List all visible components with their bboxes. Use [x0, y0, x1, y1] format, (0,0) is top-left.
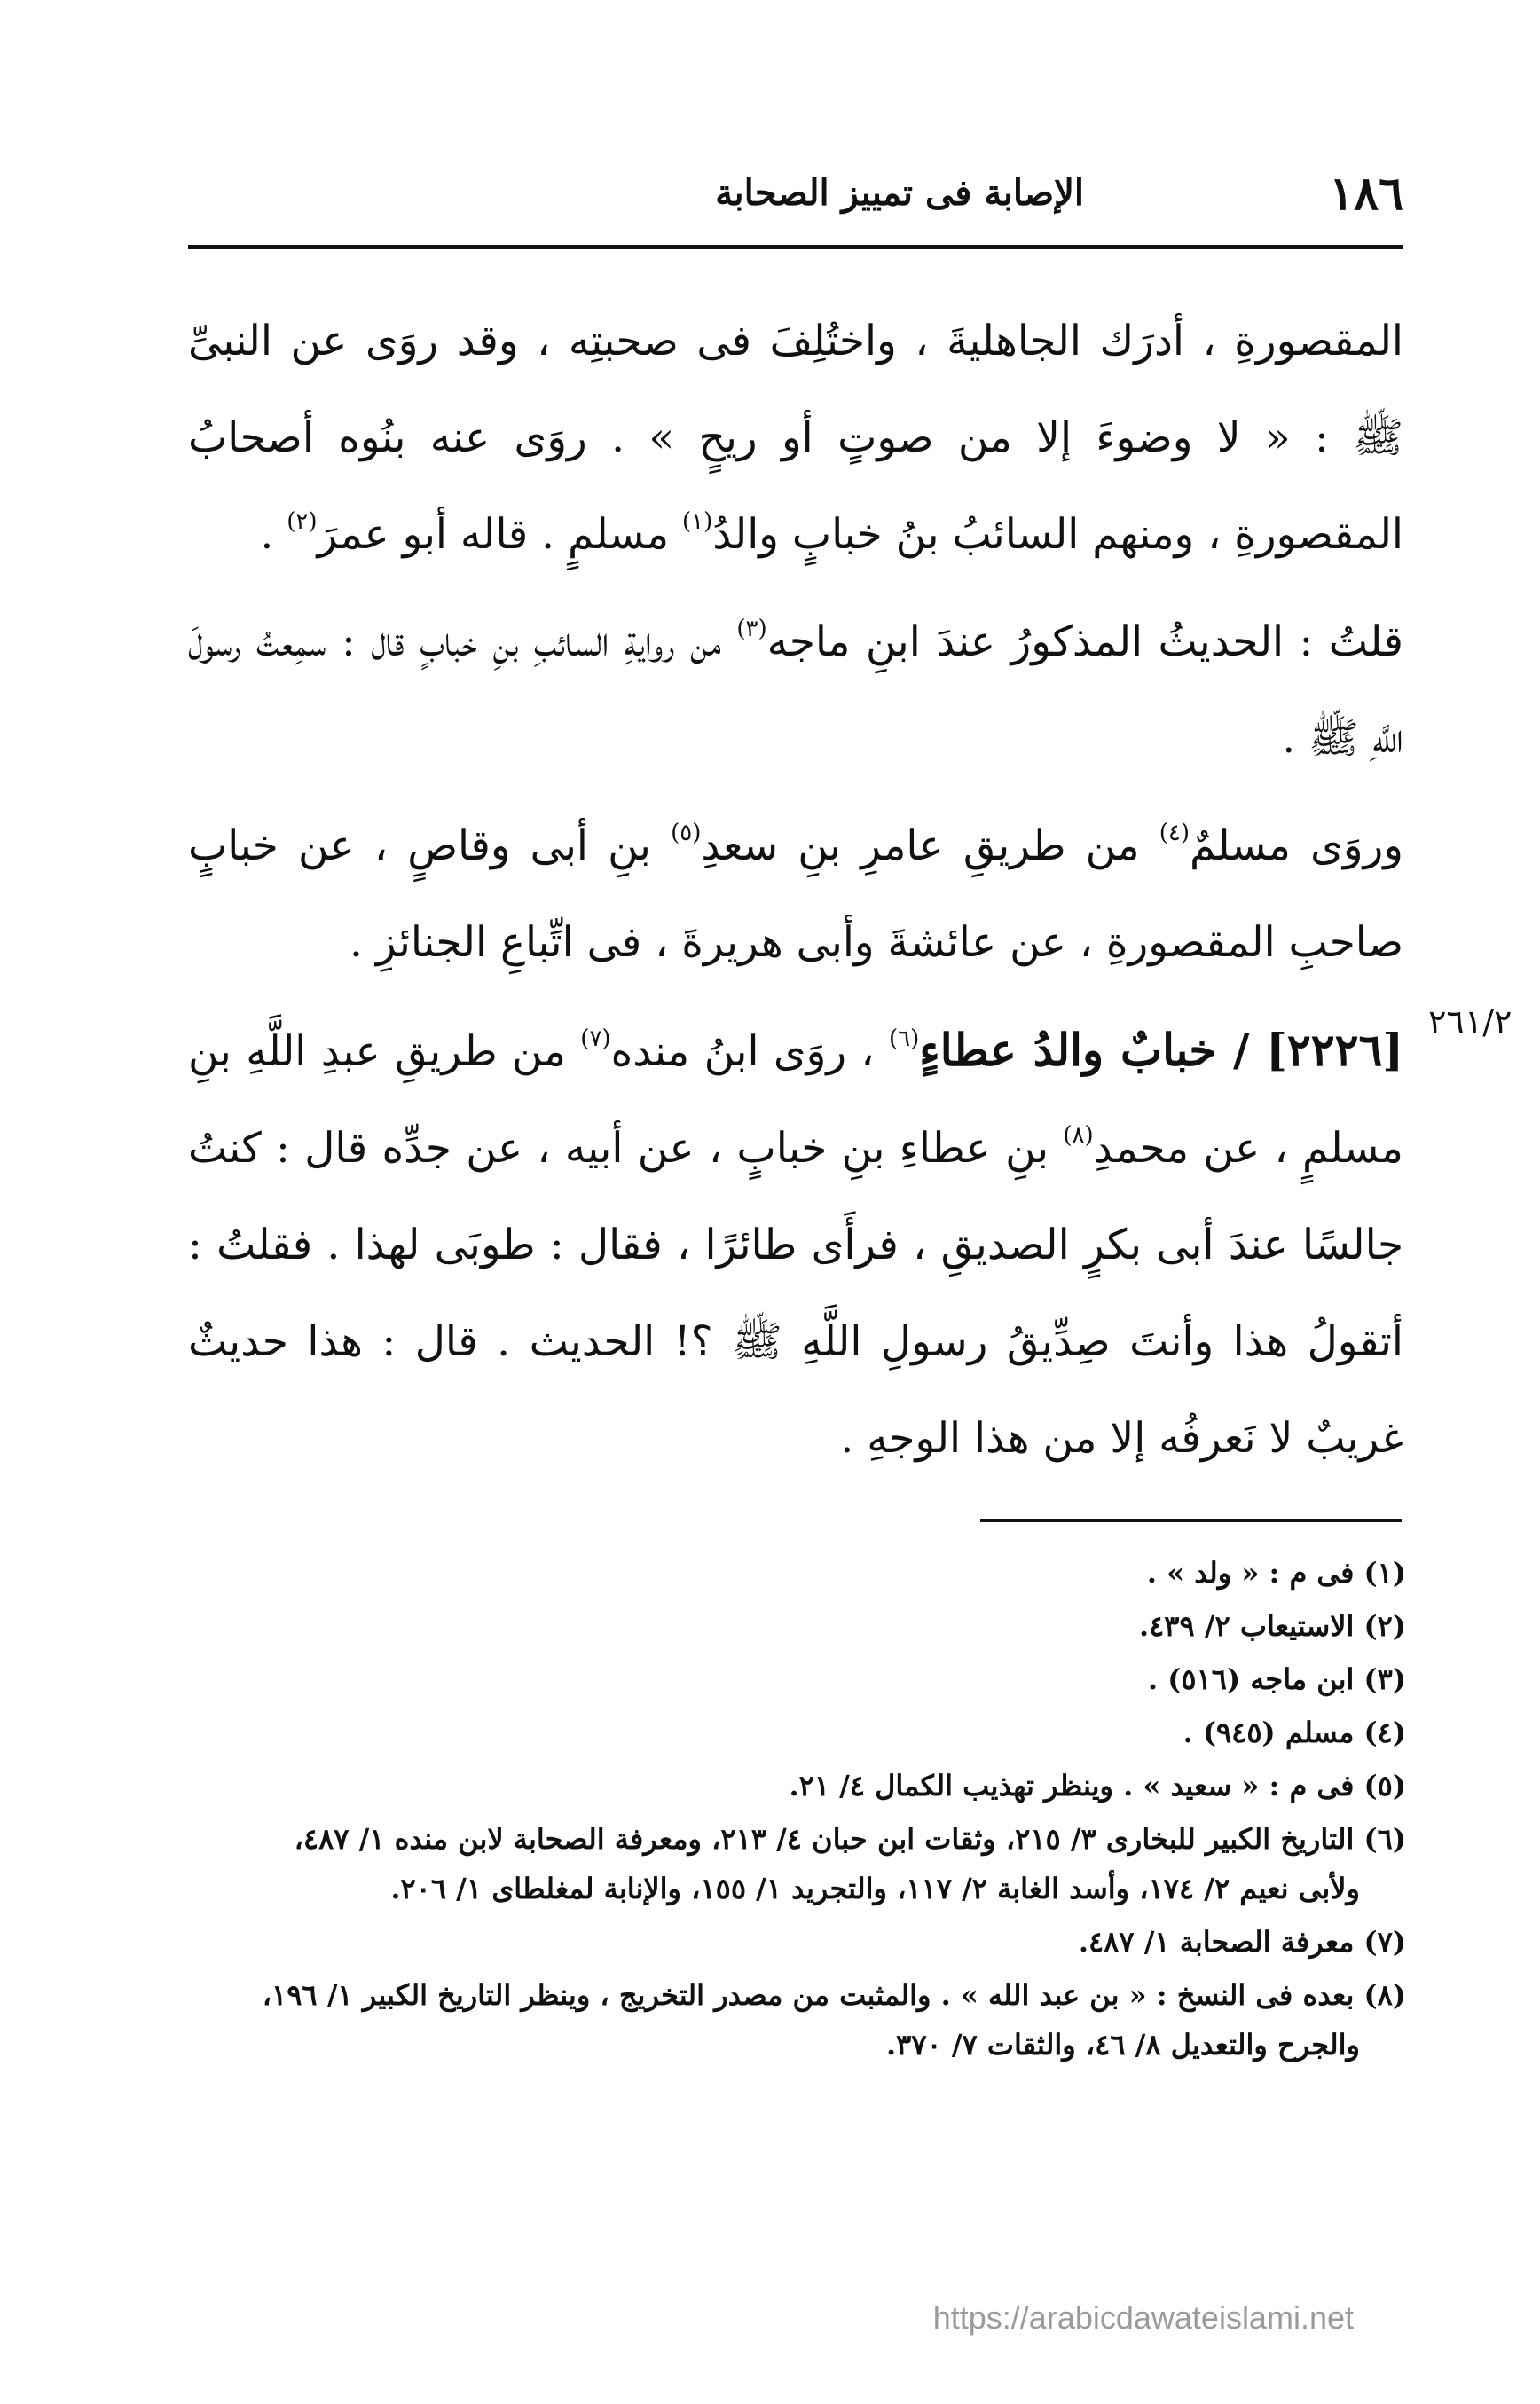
footnote-text: (٤) مسلم (٩٤٥) .	[1182, 1716, 1406, 1749]
paragraph-4	[188, 1002, 1403, 1487]
paragraph-3	[188, 797, 1403, 991]
footnote-text: (٦) التاريخ الكبير للبخارى ٣/ ٢١٥، وثقات ابن حبان ٤/ ٢١٣، ومعرفة الصحابة لابن منده ١/ ٤٨٧،	[294, 1822, 1406, 1856]
page-header	[188, 151, 1403, 222]
footnote-text: (٥) فى م : « سعيد » . وينظر تهذيب الكمال ٤/ ٢١.	[789, 1769, 1406, 1803]
footnotes	[177, 1548, 1406, 2073]
footnote-rule	[980, 1519, 1402, 1522]
footnote-marker-5: (٥)	[671, 820, 702, 846]
main-text	[188, 293, 1403, 1487]
text-run: من روايةِ السائبِ بنِ خبابٍ قال : سمِعتُ رسولَ اللَّهِ ﷺ .	[188, 617, 1403, 763]
footnote-2	[177, 1601, 1406, 1651]
footnote-marker-7: (٧)	[580, 1025, 611, 1052]
footnote-text: (٢) الاستيعاب ٢/ ٤٣٩.	[1138, 1609, 1406, 1643]
footnote-text: (٣) ابن ماجه (٥١٦) .	[1148, 1662, 1406, 1696]
footnote-8	[177, 1970, 1406, 2070]
footnote-5	[177, 1761, 1406, 1811]
text-run: المقصورةِ ، أدرَك الجاهليةَ ، واختُلِفَ فى صحبتِه ، وقد روَى عن النبىِّ ﷺ : « لا وضوءَ إلا من صوتٍ أو ريحٍ » . روَى عنه بنُوه أصحابُ المقصورةِ ، ومنهم السائبُ بنُ خبابٍ والدُ	[188, 317, 1403, 559]
text-run: بنِ عطاءِ بنِ خبابٍ ، عن أبيه ، عن جدِّه قال : كنتُ جالسًا عندَ أبى بكرٍ الصديقِ ، فرأَى طائرًا ، فقال : طوبَى لهذا . فقلتُ : أتقولُ هذا وأنتَ صِدِّيقُ رسولِ اللَّهِ ﷺ ؟! الحديث . قال : هذا حديثٌ غريبٌ لا نَعرفُه إلا من هذا الوجهِ .	[188, 1124, 1403, 1463]
footnote-continuation: والجرح والتعديل ٨/ ٤٦، والثقات ٧/ ٣٧٠.	[886, 2028, 1360, 2062]
text-run: بنِ أبى وقاصٍ ، عن خبابٍ صاحبِ المقصورةِ ، عن عائشةَ وأبى هريرةَ ، فى اتِّباعِ الجنائزِ .	[188, 821, 1403, 967]
footnote-marker-1: (١)	[681, 508, 713, 535]
footnote-text: (١) فى م : « ولد » .	[1146, 1556, 1406, 1590]
footnote-marker-4: (٤)	[1159, 820, 1190, 846]
text-run: من طريقِ عامرِ بنِ سعدِ	[701, 821, 1159, 870]
footnote-1	[177, 1548, 1406, 1598]
paragraph-1	[188, 293, 1403, 583]
entry-heading: [٢٢٢٦] / خبابٌ والدُ عطاءٍ	[919, 1024, 1404, 1076]
text-run: وروَى مسلمٌ	[1190, 821, 1403, 870]
text-run: .	[260, 510, 287, 559]
footnote-marker-6: (٦)	[888, 1025, 920, 1052]
text-run: مسلمٍ . قاله أبو عمرَ	[317, 510, 682, 559]
footnote-marker-3: (٣)	[736, 616, 767, 642]
running-title: الإصابة فى تمييز الصحابة	[715, 172, 1084, 214]
footnote-marker-2: (٢)	[287, 508, 318, 535]
text-run: قلتُ : الحديثُ المذكورُ عندَ ابنِ ماجه	[766, 617, 1403, 666]
footnote-marker-8: (٨)	[1063, 1122, 1094, 1149]
footnote-text: (٨) بعده فى النسخ : « بن عبد الله » . والمثبت من مصدر التخريج ، وينظر التاريخ الكبير ١/ ١٩٦،	[262, 1978, 1406, 2012]
margin-reference: ٢٦١/٢	[1428, 1002, 1512, 1041]
footnote-continuation: ولأبى نعيم ٢/ ١٧٤، وأسد الغابة ٢/ ١١٧، والتجريد ١/ ١٥٥، والإنابة لمغلطاى ١/ ٢٠٦.	[390, 1872, 1360, 1905]
footnote-4	[177, 1708, 1406, 1757]
footnote-7	[177, 1917, 1406, 1967]
footnote-3	[177, 1654, 1406, 1704]
watermark-url: https://arabicdawateislami.net	[932, 2299, 1354, 2336]
footnote-6	[177, 1814, 1406, 1913]
paragraph-2	[188, 593, 1403, 787]
footnote-text: (٧) معرفة الصحابة ١/ ٤٨٧.	[1078, 1925, 1406, 1959]
text-run: من طريقِ عبدِ اللَّهِ بنِ مسلمٍ ، عن محمدِ	[188, 1027, 1403, 1173]
text-run: ، روَى ابنُ منده	[610, 1027, 889, 1076]
page-number: ١٨٦	[1329, 167, 1403, 221]
header-rule	[188, 245, 1403, 249]
